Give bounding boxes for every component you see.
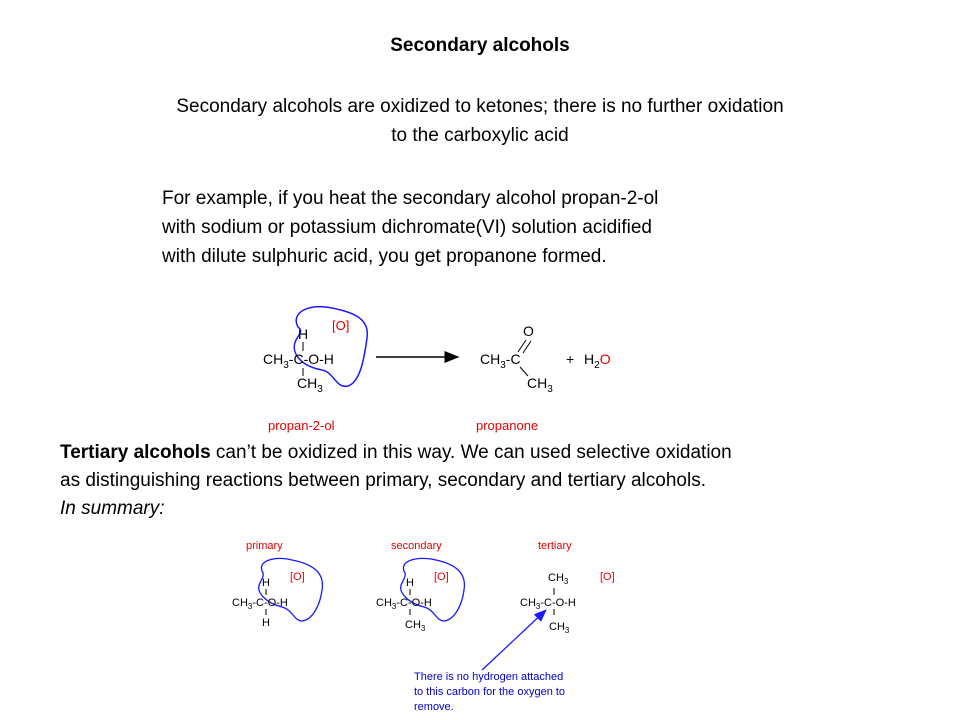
tertiary-label: tertiary [538,540,572,552]
slide-title: Secondary alcohols [390,35,570,56]
note-line-2: to this carbon for the oxygen to [414,686,566,698]
secondary-oxidant: [O] [434,571,449,583]
secondary-formula: $CH_3-C-O-H$ [376,597,432,611]
secondary-label: secondary [391,540,442,552]
reactant-methyl: $CH_3$ [297,375,323,395]
secondary-h-top: H [406,577,414,589]
tertiary-bold-term: Tertiary alcohols [60,442,211,463]
primary-h-top: H [262,577,270,589]
example-line-1: For example, if you heat the secondary alcohol propan-2-ol [162,188,659,209]
reaction-scheme [263,307,611,433]
primary-h-bottom: H [262,617,270,629]
note-pointer-arrow [482,611,545,670]
plus-sign: + [566,351,575,367]
note-line-1: There is no hydrogen attached [414,671,564,683]
product-carbonyl-o: O [523,323,534,339]
intro-line-2: to the carboxylic acid [391,125,569,146]
primary-formula: $CH_3-C-O-H$ [232,597,288,611]
reactant-name: propan-2-ol [268,418,335,433]
primary-highlight-loop [259,558,323,621]
tertiary-oxidant: [O] [600,571,615,583]
tertiary-methyl-bottom: $CH_3$ [549,621,570,635]
tertiary-line-1-rest: can’t be oxidized in this way. We can used selective oxidation [210,442,732,463]
tertiary-line-2: as distinguishing reactions between primary, secondary and tertiary alcohols. [60,470,706,491]
water-formula: $H_2O$ [584,351,611,371]
tertiary-methyl-top: $CH_3$ [548,572,569,586]
note-line-3: remove. [414,701,454,713]
oxidant-label: [O] [332,318,350,333]
product-formula: $CH_3-C$ [480,351,521,371]
intro-line-1: Secondary alcohols are oxidized to ketones; there is no further oxidation [176,96,784,117]
example-line-3: with dilute sulphuric acid, you get propanone formed. [162,246,607,267]
reactant-formula: $CH_3-C-O-H$ [263,351,334,371]
product-name: propanone [476,418,539,433]
primary-oxidant: [O] [290,571,305,583]
secondary-methyl: $CH_3$ [405,619,426,633]
tertiary-formula: $CH_3-C-O-H$ [520,597,576,611]
reactant-h-atom: H [298,326,309,342]
summary-heading: In summary: [60,498,165,519]
summary-diagram [232,540,615,713]
primary-label: primary [246,540,283,552]
product-methyl: $CH_3$ [527,375,553,395]
example-line-2: with sodium or potassium dichromate(VI) solution acidified [162,217,652,238]
